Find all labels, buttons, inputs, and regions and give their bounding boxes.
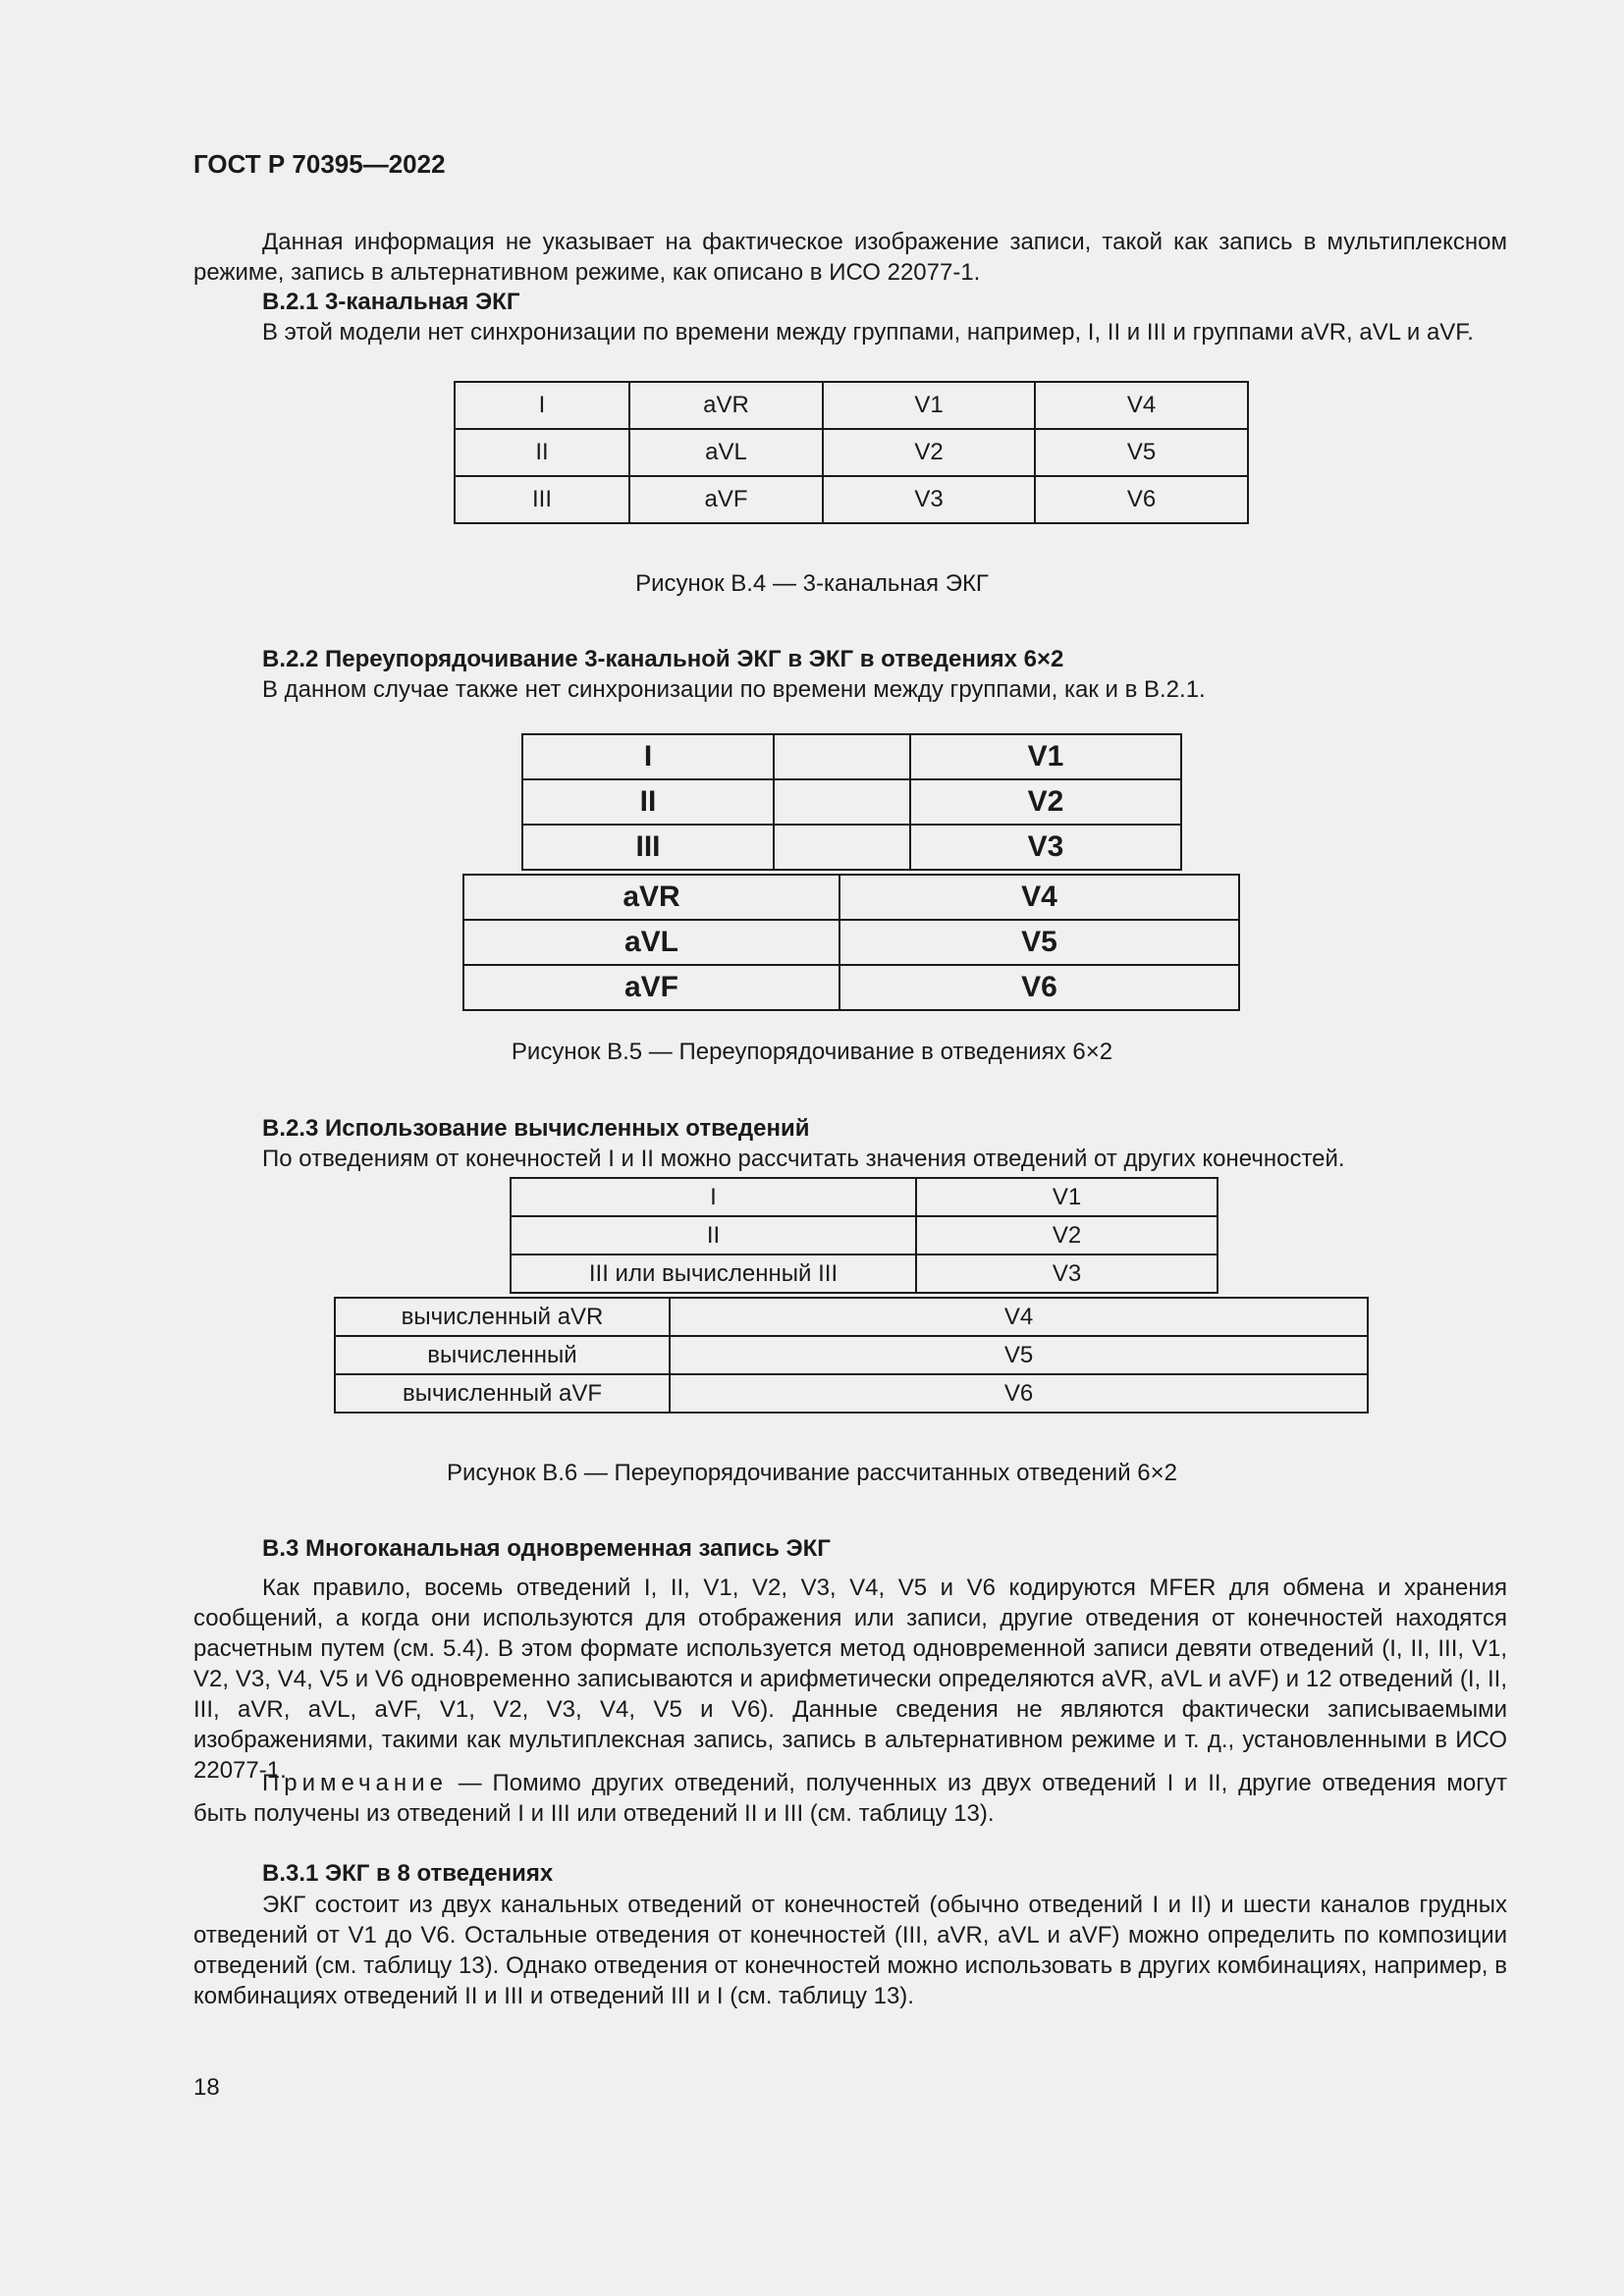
lead-cell: V4 [839, 875, 1239, 920]
lead-cell: V6 [670, 1374, 1368, 1413]
lead-cell: aVL [629, 429, 823, 476]
lead-cell: V5 [670, 1336, 1368, 1374]
lead-cell: V1 [916, 1178, 1218, 1216]
section-b31-heading: В.3.1 ЭКГ в 8 отведениях [262, 1860, 554, 1887]
lead-cell: I [455, 382, 629, 429]
section-b22-heading: В.2.2 Переупорядочивание 3-канальной ЭКГ в ЭКГ в отведениях 6×2 [262, 646, 1064, 672]
table-row [463, 965, 1239, 1010]
note-label: Примечание [262, 1770, 448, 1796]
lead-cell: V3 [823, 476, 1035, 523]
lead-cell: V6 [1035, 476, 1248, 523]
document-header: ГОСТ Р 70395—2022 [193, 149, 446, 179]
table-row [511, 1178, 1218, 1216]
table-row [335, 1298, 1368, 1336]
section-b22-text: В данном случае также нет синхронизации по времени между группами, как и в В.2.1. [262, 676, 1206, 703]
lead-cell: V5 [1035, 429, 1248, 476]
lead-cell: V2 [916, 1216, 1218, 1255]
figure-b4-caption: Рисунок В.4 — 3-канальная ЭКГ [635, 570, 989, 597]
lead-cell: aVF [629, 476, 823, 523]
table-row [511, 1216, 1218, 1255]
figure-b5-bottom-table [462, 874, 1240, 1011]
figure-b4-table [454, 381, 1249, 524]
lead-cell: V2 [910, 779, 1181, 825]
table-row [455, 429, 1248, 476]
lead-cell: вычисленный aVR [335, 1298, 670, 1336]
table-row [522, 779, 1181, 825]
figure-b5-caption: Рисунок В.5 — Переупорядочивание в отведениях 6×2 [511, 1039, 1113, 1065]
lead-cell: II [522, 779, 774, 825]
lead-cell: I [522, 734, 774, 779]
lead-cell: V3 [916, 1255, 1218, 1293]
table-row [463, 920, 1239, 965]
empty-cell [774, 825, 910, 870]
figure-b6-caption: Рисунок В.6 — Переупорядочивание рассчитанных отведений 6×2 [447, 1460, 1177, 1486]
lead-cell: V6 [839, 965, 1239, 1010]
lead-cell: V4 [1035, 382, 1248, 429]
lead-cell: V1 [823, 382, 1035, 429]
section-b31-text: ЭКГ состоит из двух канальных отведений от конечностей (обычно отведений I и II) и шести каналов грудных отведений от V1 до V6. Остальные отведения от конечностей (III, aVR, aVL и aVF) можно определить по композиции отведений (см. таблицу 13). Однако отведения от конечностей можно использовать в других комбинациях, например, в комбинациях отведений II и III и отведений III и I (см. таблицу 13). [193, 1892, 1507, 2009]
table-row [455, 476, 1248, 523]
table-row [511, 1255, 1218, 1293]
empty-cell [774, 779, 910, 825]
figure-b5-top-table [521, 733, 1182, 871]
intro-paragraph: Данная информация не указывает на фактическое изображение записи, такой как запись в мультиплексном режиме, запись в альтернативном режиме, как описано в ИСО 22077-1. [193, 229, 1507, 286]
table-row [455, 382, 1248, 429]
section-b3-text: Как правило, восемь отведений I, II, V1, V2, V3, V4, V5 и V6 кодируются MFER для обмена и хранения сообщений, а когда они используются для отображения или записи, другие отведения от конечностей находятся расчетным путем (см. 5.4). В этом формате используется метод одновременной записи девяти отведений (I, II, III, V1, V2, V3, V4, V5 и V6 одновременно записываются и арифметически определяются aVR, aVL и aVF) и 12 отведений (I, II, III, aVR, aVL, aVF, V1, V2, V3, V4, V5 и V6). Данные сведения не являются фактически записываемыми изображениями, такими как мультиплексная запись, запись в альтернативном режиме и т. д., установленными в ИСО 22077-1. [193, 1575, 1507, 1784]
lead-cell: V2 [823, 429, 1035, 476]
note-text: — Помимо других отведений, полученных из двух отведений I и II, другие отведения могут быть получены из отведений I и III или отведений II и III (см. таблицу 13). [193, 1770, 1508, 1827]
lead-cell: III или вычисленный III [511, 1255, 916, 1293]
lead-cell: V5 [839, 920, 1239, 965]
section-b23-text: По отведениям от конечностей I и II можно рассчитать значения отведений от других конечностей. [262, 1146, 1345, 1172]
lead-cell: V3 [910, 825, 1181, 870]
lead-cell: aVL [463, 920, 839, 965]
table-row [522, 825, 1181, 870]
lead-cell: aVF [463, 965, 839, 1010]
page-number: 18 [193, 2074, 220, 2101]
lead-cell: V4 [670, 1298, 1368, 1336]
lead-cell: вычисленный [335, 1336, 670, 1374]
table-row [335, 1374, 1368, 1413]
section-b21-text: В этой модели нет синхронизации по времени между группами, например, I, II и III и группами aVR, aVL и aVF. [262, 319, 1474, 346]
section-b3-note [193, 1768, 1507, 1829]
lead-cell: III [522, 825, 774, 870]
lead-cell: III [455, 476, 629, 523]
figure-b6-top-table [510, 1177, 1218, 1294]
empty-cell [774, 734, 910, 779]
table-row [463, 875, 1239, 920]
table-row [522, 734, 1181, 779]
table-row [335, 1336, 1368, 1374]
section-b3-heading: В.3 Многоканальная одновременная запись ЭКГ [262, 1535, 831, 1562]
section-b21-heading: В.2.1 3-канальная ЭКГ [262, 289, 520, 315]
lead-cell: I [511, 1178, 916, 1216]
lead-cell: II [511, 1216, 916, 1255]
lead-cell: V1 [910, 734, 1181, 779]
lead-cell: aVR [629, 382, 823, 429]
figure-b6-bottom-table [334, 1297, 1369, 1414]
lead-cell: aVR [463, 875, 839, 920]
lead-cell: II [455, 429, 629, 476]
section-b23-heading: В.2.3 Использование вычисленных отведений [262, 1115, 810, 1142]
lead-cell: вычисленный aVF [335, 1374, 670, 1413]
